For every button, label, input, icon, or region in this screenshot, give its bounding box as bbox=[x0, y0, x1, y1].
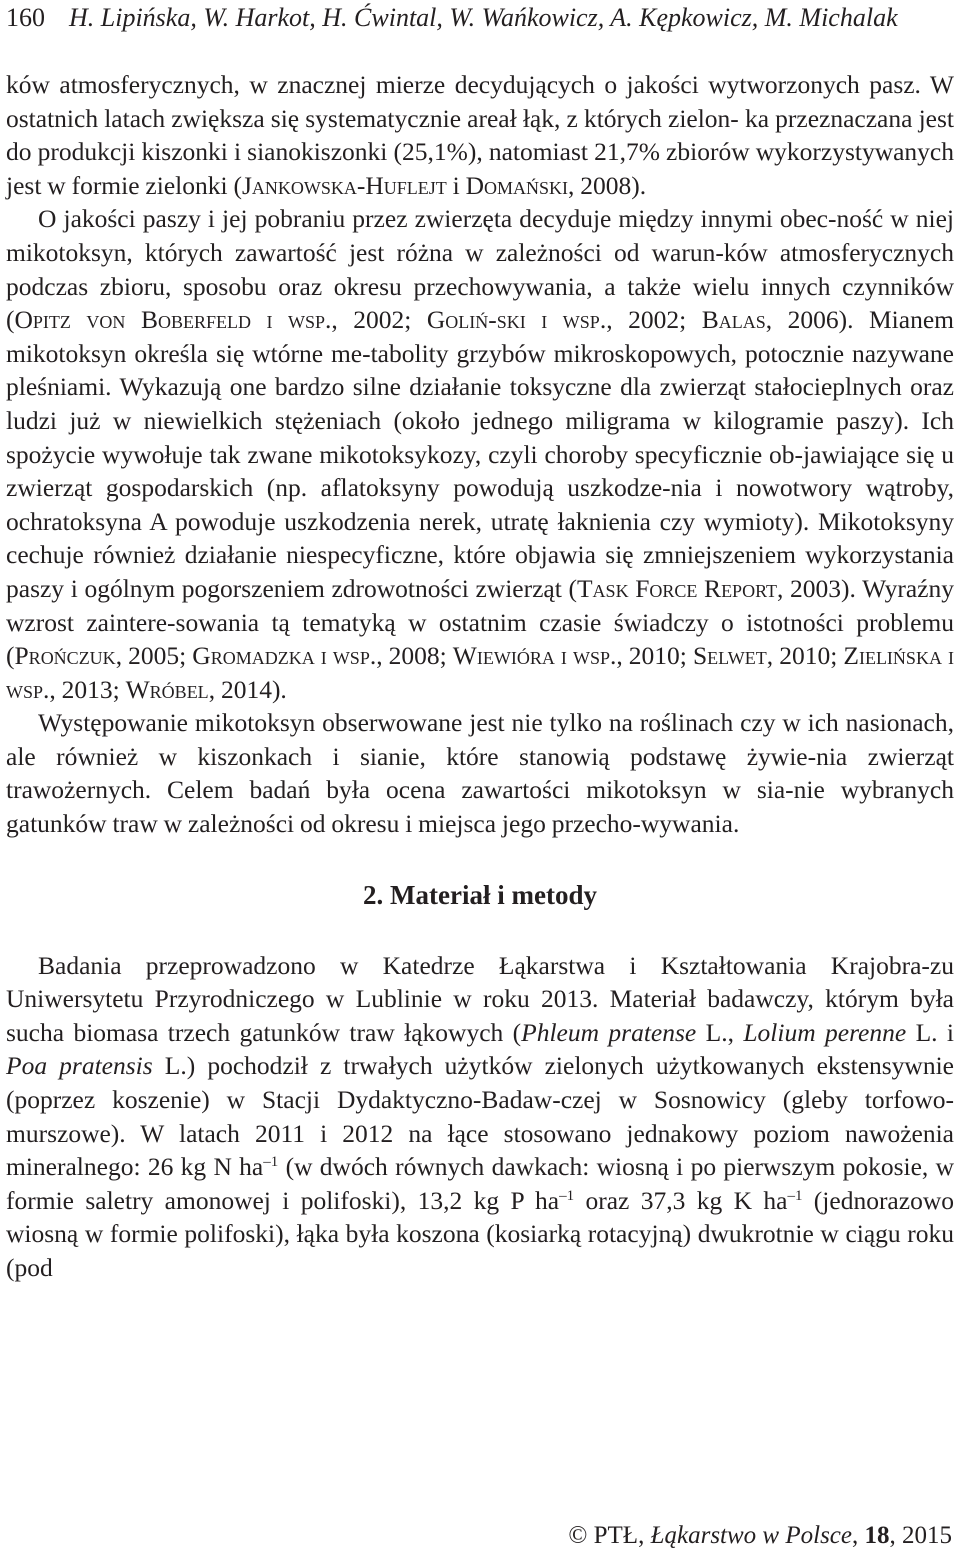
paragraph-1 bbox=[6, 68, 954, 202]
paragraph-4-text-4: L.) pochodził z trwałych użytków zielonych użytkowanych ekstensywnie (poprzez koszenie) w Stacji Dydaktyczno-Badaw-czej w Sosnowicy (gleby torfowo-murszowe). W latach 2011 i 2012 na łące stosowano jednakowy poziom nawożenia mineralnego: 26 kg N ha bbox=[6, 1051, 954, 1182]
running-head-authors: H. Lipińska, W. Harkot, H. Ćwintal, W. Wańkowicz, A. Kępkowicz, M. Michalak bbox=[69, 3, 898, 32]
paragraph-4 bbox=[6, 949, 954, 1285]
paragraph-2-text-7: , 2008; bbox=[376, 641, 453, 671]
running-head bbox=[6, 0, 898, 36]
paragraph-4-text-7: (jednorazowo wiosną w formie polifoski), łąka była koszona (kosiarką rotacyjną) dwukrotnie w ciągu roku (pod bbox=[6, 1185, 954, 1282]
paragraph-4-text-1: Badania przeprowadzono w Katedrze Łąkarstwa i Kształtowania Krajobra-zu Uniwersytetu Przyrodniczego w Lublinie w roku 2013. Materiał badawczy, którym była sucha biomasa trzech gatunków traw łąkowych ( bbox=[6, 950, 954, 1047]
paragraph-3: Występowanie mikotoksyn obserwowane jest nie tylko na roślinach czy w ich nasionach, ale również w kiszonkach i sianie, które stanowią podstawę żywie-nia zwierząt trawożernych. Celem badań była ocena zawartości mikotoksyn w sia-nie wybranych gatunków traw w zależności od okresu i miejsca jego przecho-wywania. bbox=[6, 708, 954, 839]
citation-balas: Balas bbox=[701, 305, 766, 335]
paragraph-4-text-2: L., bbox=[696, 1017, 744, 1047]
superscript-3: –1 bbox=[787, 1187, 803, 1204]
paragraph-2-text-9: , 2010; bbox=[766, 641, 844, 671]
citation-golinski: Goliń-ski i wsp. bbox=[426, 305, 607, 335]
paragraph-2-text-1: O jakości paszy i jej pobraniu przez zwierzęta decyduje między innymi obec-ność w niej mikotoksyn, których zawartość jest różna w zależności od warun-ków atmosferycznych podczas zbioru, sposobu oraz okresu przechowywania, a także wielu innych czynników ( bbox=[6, 204, 954, 335]
paragraph-1-end: , 2008). bbox=[568, 170, 647, 200]
paragraph-1-line-2: pasz. W ostatnich latach zwiększa się systematycznie areał łąk, z których zielon- bbox=[6, 70, 955, 133]
citation-wrobel: Wróbel bbox=[125, 674, 209, 704]
species-poa: Poa pratensis bbox=[6, 1051, 153, 1081]
page-number: 160 bbox=[6, 3, 45, 32]
paragraph-2-text-10: , 2013; bbox=[49, 674, 126, 704]
citation-pronczuk: Prończuk bbox=[14, 641, 116, 671]
footer-citation bbox=[568, 1520, 952, 1552]
superscript-2: –1 bbox=[559, 1187, 575, 1204]
paragraph-2-text-6: , 2005; bbox=[115, 641, 193, 671]
citation-domanski: Domański bbox=[465, 170, 569, 200]
paragraph-2-text-4: , 2006). Mianem mikotoksyn określa się wtórne me-tabolity grzybów mikroskopowych, potocznie nazywane pleśniami. Wykazują one bardzo silne działanie toksyczne dla zwierząt stałocieplnych oraz ludzi już w niewielkich stężeniach (około jednego miligrama w kilogramie paszy). Ich spożycie wywołuje tak zwane mikotoksykozy, czyli choroby specyficznie ob-jawiające się u zwierząt gospodarskich (np. aflatoksyny powodują uszkodze-nia i nowotwory wątroby, ochratoksyna A powoduje uszkodzenia nerek, utratę łaknienia czy wymioty). Mikotoksyny cechuje również działanie niespecyficzne, które objawia się zmniejszeniem wykorzystania paszy i ogólnym pogorszeniem zdrowotności zwierząt ( bbox=[6, 305, 954, 603]
paragraph-4-text-3: L. i bbox=[906, 1017, 955, 1047]
citation-gromadzka: Gromadzka i wsp. bbox=[192, 641, 377, 671]
citation-wiewiora: Wiewióra i wsp. bbox=[452, 641, 617, 671]
species-phleum: Phleum pratense bbox=[521, 1017, 697, 1047]
paragraph-1-connector: i bbox=[446, 170, 466, 200]
paragraph-2-text-8: , 2010; bbox=[616, 641, 693, 671]
citation-zielinska: Zielińska i wsp. bbox=[6, 641, 954, 704]
superscript-1: –1 bbox=[263, 1154, 279, 1171]
citation-jankowska: Jankowska-Huflejt bbox=[241, 170, 447, 200]
species-lolium: Lolium perenne bbox=[743, 1017, 907, 1047]
footer-separator: , bbox=[852, 1522, 865, 1549]
paragraph-2 bbox=[6, 202, 954, 706]
paragraph-1-line-1: ków atmosferycznych, w znacznej mierze decydujących o jakości wytworzonych bbox=[6, 70, 860, 99]
article-body bbox=[6, 68, 954, 1285]
section-heading: 2. Materiał i metody bbox=[363, 879, 597, 910]
paragraph-2-text-3: , 2002; bbox=[606, 305, 702, 335]
footer-year: , 2015 bbox=[889, 1522, 952, 1549]
paragraph-2-text-11: , 2014). bbox=[208, 674, 287, 704]
paragraph-4-text-6: oraz 37,3 kg K ha bbox=[574, 1185, 788, 1215]
paragraph-1-line-3: ka przeznaczana jest do produkcji kiszonki i sianokiszonki (25,1%), natomiast bbox=[6, 103, 954, 167]
paragraph-2-text-5: , 2003). Wyraźny wzrost zaintere-sowania tą tematyką w ostatnim czasie świadczy o istotności problemu ( bbox=[6, 573, 954, 671]
citation-opitz: Opitz von Boberfeld i wsp. bbox=[14, 305, 332, 335]
citation-selwet: Selwet bbox=[692, 641, 767, 671]
citation-task-force: Task Force Report bbox=[576, 573, 777, 603]
paragraph-2-text-2: , 2002; bbox=[331, 305, 427, 335]
paragraph-4-text-5: (w dwóch równych dawkach: wiosną i po pierwszym pokosie, w formie saletry amonowej i polifoski), 13,2 kg P ha bbox=[6, 1152, 954, 1215]
paragraph-1-line-4: 21,7% zbiorów wykorzystywanych jest w formie zielonki ( bbox=[6, 137, 954, 200]
footer-journal: Łąkarstwo w Polsce bbox=[650, 1522, 852, 1549]
footer-volume: 18 bbox=[864, 1522, 890, 1549]
footer-copyright: © PTŁ, bbox=[568, 1522, 651, 1549]
